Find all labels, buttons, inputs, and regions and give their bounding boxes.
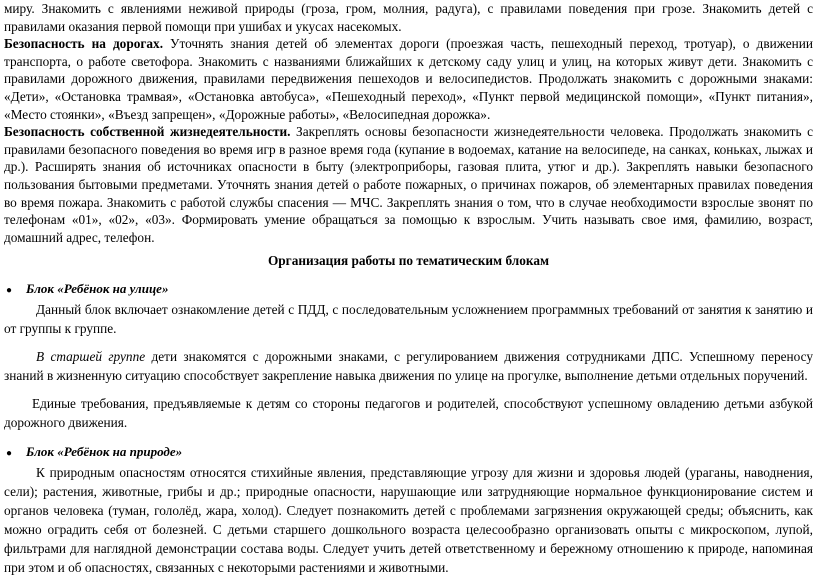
street-paragraph-2 (4, 347, 813, 385)
roads-title: Безопасность на дорогах. (4, 36, 164, 52)
self-safety-text: Закреплять основы безопасности жизнедеятельности человека. Продолжать знакомить с правилами безопасного поведения во время игр в разное время года (купание в водоемах, катание на велосипеде, на санках, коньках, лыжах и др.). Расширять знания об источниках опасности в быту (электроприборы, газовая плита, утюг и др.). Закреплять навыки безопасного пользования бытовыми предметами. Уточнять знания детей о работе пожарных, о причинах пожаров, об элементарных правилах поведения во время пожара. Знакомить с работой службы спасения — МЧС. Закреплять знания о том, что в случае необходимости взрослые звонят по телефонам «01», «02», «03». Формировать умение обращаться за помощью к взрослым. Учить называть свое имя, фамилию, возраст, домашний адрес, телефон. (4, 124, 813, 245)
nature-paragraph-1: К природным опасностям относятся стихийные явления, представляющие угрозу для жизни и здоровья людей (ураганы, наводнения, сели); растения, животные, грибы и др.; природные опасности, нарушающие или затрудняющие нормальное функционирование систем и органов человека (туман, гололёд, жара, холод). Следует познакомить детей с проблемами загрязнения окружающей среды; объяснить, как можно оградить себя от болезней. С детьми старшего дошкольного возраста целесообразно организовать опыты с микроскопом, лупой, фильтрами для наглядной демонстрации состава воды. Следует учить детей ответственному и бережному отношению к природе, напоминая при этом и об опасностях, связанных с некоторыми растениями и животными. (4, 465, 813, 576)
street-paragraph-3: Единые требования, предъявляемые к детям со стороны педагогов и родителей, способствуют успешному овладению детьми азбукой дорожного движения. (4, 396, 813, 431)
bullet-nature (4, 443, 813, 463)
bullet-nature-title: Блок «Ребёнок на природе» (26, 444, 183, 460)
bullet-street-title: Блок «Ребёнок на улице» (26, 281, 169, 297)
older-group-phrase: В старшей группе (36, 349, 146, 365)
roads-text: Уточнять знания детей об элементах дороги (проезжая часть, пешеходный переход, тротуар), о движении транспорта, о работе светофора. Знакомить с названиями ближайших к детскому саду улиц и улиц, на которых живут дети. Знакомить с правилами дорожного движения, правилами передвижения пешеходов и велосипедистов. Продолжать знакомить с дорожными знаками: «Дети», «Остановка трамвая», «Остановка автобуса», «Пешеходный переход», «Пункт первой медицинской помощи», «Пункт питания», «Место стоянки», «Въезд запрещен», «Дорожные работы», «Велосипедная дорожка». (4, 36, 813, 122)
bullet-icon: ● (6, 448, 13, 460)
section-heading: Организация работы по тематическим блокам (267, 253, 550, 269)
bullet-street (4, 280, 813, 300)
intro-text: миру. Знакомить с явлениями неживой природы (гроза, гром, молния, радуга), с правилами поведения при грозе. Знакомить детей с правилами оказания первой помощи при ушибах и укусах насекомых. (4, 1, 813, 34)
street-paragraph-1: Данный блок включает ознакомление детей с ПДД, с последовательным усложнением программных требований от занятия к занятию и от группы к группе. (4, 302, 813, 337)
street-paragraph-2-text: дети знакомятся с дорожными знаками, с регулированием движения сотрудниками ДПС. Успешному переносу знаний в жизненную ситуацию способствует закрепление навыка движения по улице на прогулке, выполнение детьми отдельных поручений. (4, 349, 813, 384)
intro-paragraph (4, 0, 813, 246)
bullet-icon: ● (6, 285, 13, 297)
self-safety-title: Безопасность собственной жизнедеятельности. (4, 124, 291, 140)
